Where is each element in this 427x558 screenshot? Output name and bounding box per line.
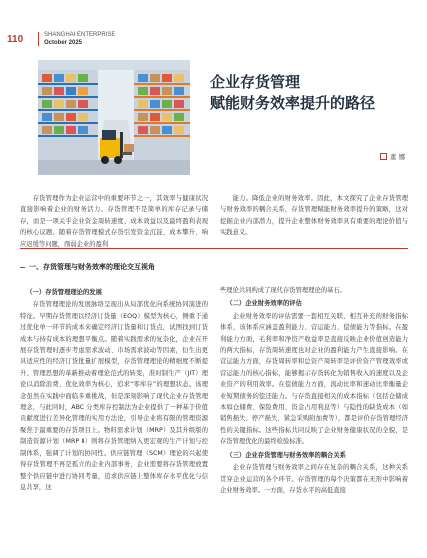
magazine-name: SHANGHAI ENTERPRISE (44, 32, 116, 38)
magazine-masthead (44, 31, 115, 47)
title-line-2: 赋能财务效率提升的路径 (210, 94, 376, 112)
section-divider (20, 248, 408, 249)
subheading-1: （一）存货管理理论的发展 (26, 289, 102, 296)
section-marker-icon (20, 267, 25, 268)
body-paragraph-2: 些理论共同构成了现代存货管理理论的基石。 (220, 287, 346, 294)
warehouse-illustration (38, 60, 190, 175)
author-byline (380, 152, 405, 161)
header-divider (38, 32, 39, 46)
title-line-1: 企业存货管理 (210, 73, 301, 91)
section-heading (20, 262, 155, 272)
section-heading-text: 一、存货管理与财务效率的理论交互视角 (29, 263, 155, 271)
body-left-column (20, 285, 208, 493)
author-marker-icon (380, 153, 387, 160)
warehouse-photo (38, 60, 190, 175)
page-number: 110 (7, 34, 24, 45)
body-right-column (220, 285, 408, 496)
subheading-2: （二）企业财务效率的评估 (226, 300, 302, 308)
intro-right-column (220, 193, 408, 239)
intro-paragraph-left: 存货管理作为企业运营中的重要环节之一，其效率与健康状况直接影响着企业的财务活力。存货管理不是简单的库存记录与储存，而是一项关乎企业资金周转速度、成本效益以及最终盈利表现的核心议题。随着存货管理模式存货引发资金沉淀、成本攀升、响应迟缓等问题，削弱企业的盈利 (20, 195, 208, 248)
article-title (210, 72, 375, 114)
body-paragraph-1: 存货管理理论的发展脉络呈现出从局部优化向系统协同演进的特征。早期存货管理以经济订货量（EOQ）模型为核心，侧重于通过优化单一环节的成本来确定经济订货量和订货点，试图找到订货成本与持有成本的理想平衡点。随着实践需求的复杂化，企业在开展存货管理时逐步考虑需求波动、市场需求波动等因素，衍生出更具适应性的经济订货批量扩展模型，存货管理理论的精细度不断提升。管理思想的革新推动着理论范式的转变，准时制生产（JIT）理论以消除浪费、优化效率为核心，追求“零库存”的理想状态。该理念虽然在实践中面临多重挑战，但是深刻影响了现代企业存货管理理念，与此同时，ABC 分类库存控制法为企业提供了一种基于价值贡献度进行差异化管理的实用方法论，引导企业将有限的管理资源聚焦于最重要的存货项目上。物料需求计划（MRP）及其升级版的制造资源计划（MRP Ⅱ）则将存货管理纳入更宏观的生产计划与控制体系，强调了计划的协同性。供应链管理（SCM）理论的兴起使得存货管理不再是孤立的企业内部事务，企业需要将存货管理放置整个供应链中进行协同考量，追求供应链上整体库存水平优化与信息共享，这 (20, 301, 208, 491)
issue-date: October 2025 (44, 40, 83, 46)
author-name: 董 娜 (389, 153, 405, 161)
body-paragraph-4: 企业存货管理与财务效率之间存在复杂的耦合关系，这种关系贯穿企业运营的各个环节。存货管理的每个决策都在无形中影响着企业财务效率。一方面，存货水平的高低直接 (220, 464, 408, 494)
intro-left-column (20, 193, 208, 250)
subheading-3: （三）企业存货管理与财务效率的耦合关系 (226, 451, 346, 459)
body-paragraph-3: 企业财务效率的评估需要一套相互关联、相互补充的财务指标体系，该体系应涵盖盈利能力、营运能力、偿债能力等指标。在盈利能力方面，毛利率和净资产收益率是直接反映企业价值创造能力的两大指标，存货周转速度也对企业的盈利能力产生直接影响。在营运能力方面，存货周转率和总资产周转率是评价资产管理效率或营运能力的核心指标，能够揭示存货转化为销售收入的速度以及企业资产的利用效率。在偿债能力方面，流动比率和速动比率衡量企业短期债务的偿还能力。与存货直接相关的成本指标（包括仓储成本如仓储费、保险费用、资金占用利息等）与隐性的缺货成本（如销售损失、停产损失、紧急采购附加费等），都是评价存货管理经济性的关键指标。这些指标共同反映了企业财务健康状况的全貌，是存货管理优化的最终检验标准。 (220, 312, 408, 446)
intro-paragraph-right: 能力。降低企业的财务效率。因此，本文探究了企业存货管理与财务效率的耦合关系，存货管理赋能财务效率提升的策略，这对挖掘企业内部潜力，提升企业整体财务效率具有重要的理论价值与实践意义。 (220, 195, 408, 237)
